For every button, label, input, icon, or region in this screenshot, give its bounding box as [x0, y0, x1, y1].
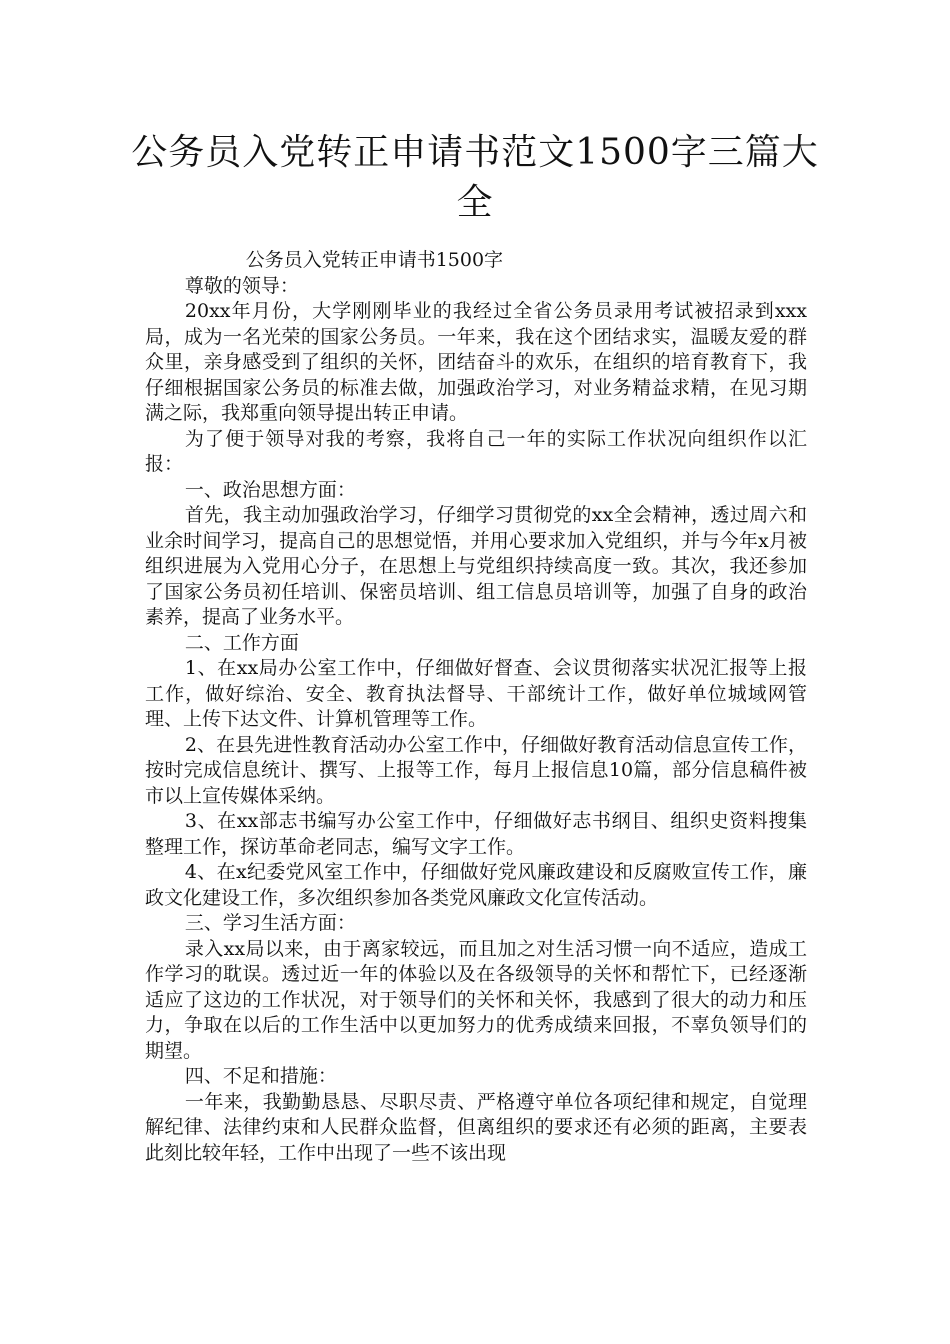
salutation: 尊敬的领导：	[184, 274, 299, 297]
section-heading-work: 二、工作方面	[184, 631, 299, 654]
paragraph-work-3: 3、在xx部志书编写办公室工作中，仔细做好志书纲目、组织史资料搜集整理工作，探访革命老同志，编写文字工作。	[145, 810, 807, 858]
paragraph-political: 首先，我主动加强政治学习，仔细学习贯彻党的xx全会精神，透过周六和业余时间学习，提高自己的思想觉悟，并用心要求加入党组织，并与今年x月被组织进展为入党用心分子，在思想上与党组织持续高度一致。其次，我还参加了国家公务员初任培训、保密员培训、组工信息员培训等，加强了自身的政治素养，提高了业务水平。	[145, 504, 807, 628]
section-heading-shortcomings: 四、不足和措施：	[184, 1065, 337, 1087]
document-body	[145, 248, 807, 1166]
paragraph-report-lead: 为了便于领导对我的考察，我将自己一年的实际工作状况向组织作以汇报：	[145, 427, 807, 475]
paragraph-study: 录入xx局以来，由于离家较远，而且加之对生活习惯一向不适应，造成工作学习的耽误。透过近一年的体验以及在各级领导的关怀和帮忙下，已经逐渐适应了这边的工作状况，对于领导们的关怀和关怀，我感到了很大的动力和压力，争取在以后的工作生活中以更加努力的优秀成绩来回报，不辜负领导们的期望。	[145, 937, 807, 1062]
paragraph-work-2: 2、在县先进性教育活动办公室工作中，仔细做好教育活动信息宣传工作，按时完成信息统计、撰写、上报等工作，每月上报信息10篇，部分信息稿件被市以上宣传媒体采纳。	[145, 733, 807, 807]
document-title: 公务员入党转正申请书范文1500字三篇大全	[131, 132, 819, 223]
document-subtitle: 公务员入党转正申请书1500字	[245, 249, 504, 271]
section-heading-study: 三、学习生活方面：	[184, 912, 356, 934]
paragraph-work-4: 4、在x纪委党风室工作中，仔细做好党风廉政建设和反腐败宣传工作，廉政文化建设工作，多次组织参加各类党风廉政文化宣传活动。	[145, 861, 807, 909]
paragraph-shortcomings: 一年来，我勤勤恳恳、尽职尽责、严格遵守单位各项纪律和规定，自觉理解纪律、法律约束和人民群众监督，但离组织的要求还有必须的距离，主要表此刻比较年轻，工作中出现了一些不该出现	[145, 1090, 807, 1164]
paragraph-intro: 20xx年月份，大学刚刚毕业的我经过全省公务员录用考试被招录到xxx局，成为一名光荣的国家公务员。一年来，我在这个团结求实，温暖友爱的群众里，亲身感受到了组织的关怀，团结奋斗的欢乐，在组织的培育教育下，我仔细根据国家公务员的标准去做，加强政治学习，对业务精益求精，在见习期满之际，我郑重向领导提出转正申请。	[145, 300, 807, 424]
section-heading-political: 一、政治思想方面：	[184, 478, 356, 501]
paragraph-work-1: 1、在xx局办公室工作中，仔细做好督查、会议贯彻落实状况汇报等上报工作，做好综治、安全、教育执法督导、干部统计工作，做好单位城域网管理、上传下达文件、计算机管理等工作。	[145, 657, 807, 730]
